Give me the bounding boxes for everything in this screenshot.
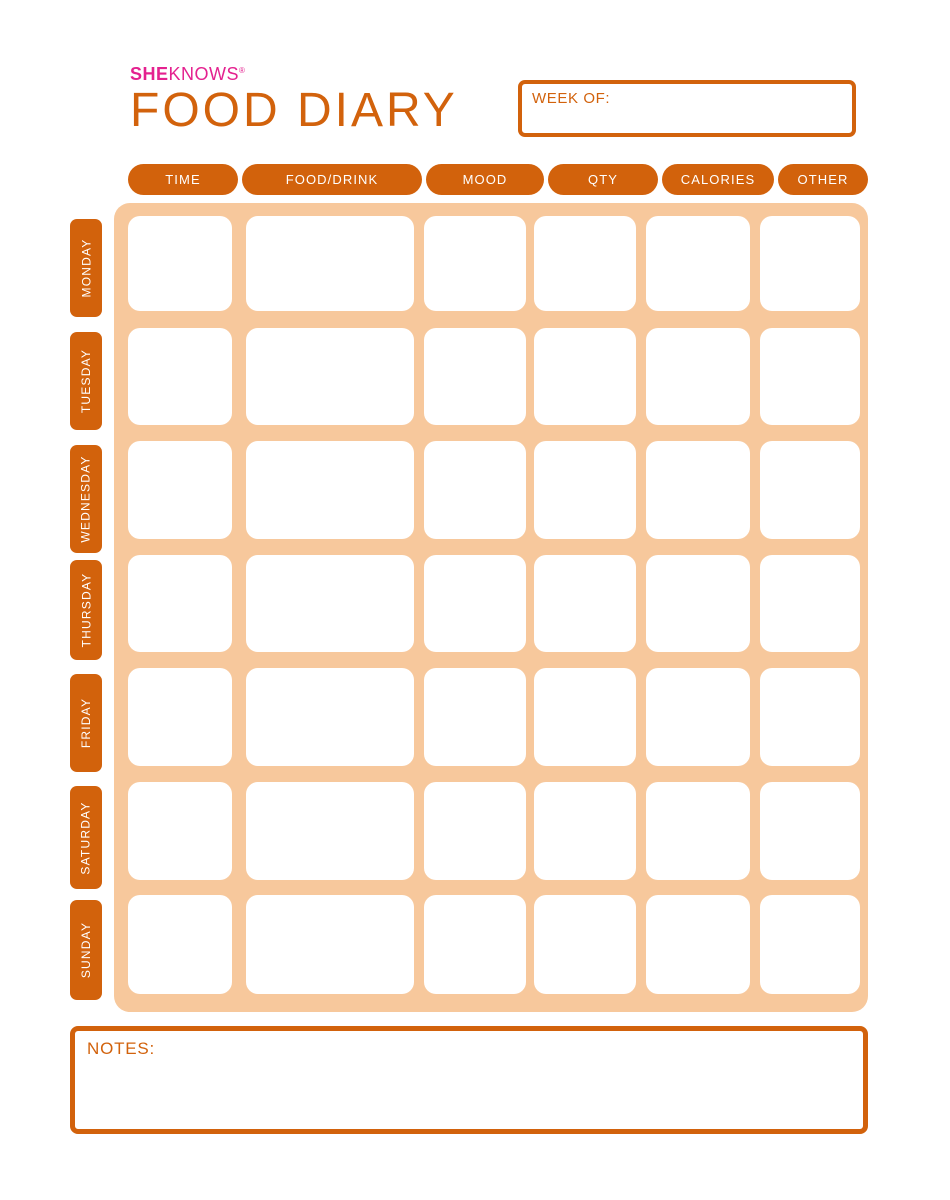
diary-cell-r7-c1[interactable] bbox=[128, 895, 232, 994]
diary-cell-r2-c1[interactable] bbox=[128, 328, 232, 425]
diary-cell-r6-c6[interactable] bbox=[760, 782, 860, 880]
page-title: FOOD DIARY bbox=[130, 84, 458, 137]
diary-cell-r5-c6[interactable] bbox=[760, 668, 860, 766]
diary-cell-r3-c5[interactable] bbox=[646, 441, 750, 539]
diary-cell-r5-c3[interactable] bbox=[424, 668, 526, 766]
diary-cell-r1-c1[interactable] bbox=[128, 216, 232, 311]
diary-cell-r4-c3[interactable] bbox=[424, 555, 526, 652]
day-label-text: SATURDAY bbox=[79, 800, 94, 875]
diary-cell-r1-c3[interactable] bbox=[424, 216, 526, 311]
day-label-friday bbox=[70, 674, 102, 772]
diary-cell-r7-c2[interactable] bbox=[246, 895, 414, 994]
column-header-time: TIME bbox=[128, 164, 238, 195]
notes-label: NOTES: bbox=[87, 1039, 156, 1058]
diary-cell-r7-c6[interactable] bbox=[760, 895, 860, 994]
brand-trademark-icon: ® bbox=[239, 66, 246, 75]
diary-cell-r1-c4[interactable] bbox=[534, 216, 636, 311]
diary-cell-r1-c6[interactable] bbox=[760, 216, 860, 311]
column-headers bbox=[128, 164, 868, 195]
day-label-monday bbox=[70, 219, 102, 317]
week-of-box bbox=[518, 80, 856, 137]
diary-cell-r5-c5[interactable] bbox=[646, 668, 750, 766]
day-label-text: MONDAY bbox=[79, 238, 94, 298]
column-header-food-drink: FOOD/DRINK bbox=[242, 164, 422, 195]
diary-cell-r6-c1[interactable] bbox=[128, 782, 232, 880]
diary-cell-r3-c6[interactable] bbox=[760, 441, 860, 539]
diary-cell-r1-c2[interactable] bbox=[246, 216, 414, 311]
diary-cell-r6-c4[interactable] bbox=[534, 782, 636, 880]
notes-box bbox=[70, 1026, 868, 1134]
diary-cell-r5-c1[interactable] bbox=[128, 668, 232, 766]
diary-cell-r7-c3[interactable] bbox=[424, 895, 526, 994]
day-label-text: TUESDAY bbox=[79, 348, 93, 414]
brand-knows: KNOWS bbox=[168, 64, 240, 84]
diary-cell-r2-c5[interactable] bbox=[646, 328, 750, 425]
diary-cell-r2-c4[interactable] bbox=[534, 328, 636, 425]
column-header-calories: CALORIES bbox=[662, 164, 774, 195]
diary-cell-r5-c2[interactable] bbox=[246, 668, 414, 766]
diary-cell-r2-c6[interactable] bbox=[760, 328, 860, 425]
diary-cell-r6-c3[interactable] bbox=[424, 782, 526, 880]
diary-cell-r7-c4[interactable] bbox=[534, 895, 636, 994]
column-header-other: OTHER bbox=[778, 164, 868, 195]
day-label-text: THURSDAY bbox=[79, 572, 93, 648]
diary-cell-r4-c6[interactable] bbox=[760, 555, 860, 652]
day-label-sunday bbox=[70, 900, 102, 1000]
week-of-label: WEEK OF: bbox=[532, 90, 611, 107]
diary-cell-r3-c4[interactable] bbox=[534, 441, 636, 539]
diary-cell-r4-c1[interactable] bbox=[128, 555, 232, 652]
day-label-text: FRIDAY bbox=[79, 697, 94, 749]
day-label-tuesday bbox=[70, 332, 102, 430]
notes-input[interactable] bbox=[85, 1065, 857, 1127]
diary-cell-r7-c5[interactable] bbox=[646, 895, 750, 994]
day-label-wednesday bbox=[70, 445, 102, 553]
diary-cell-r4-c5[interactable] bbox=[646, 555, 750, 652]
day-label-text: WEDNESDAY bbox=[79, 455, 94, 543]
diary-cell-r1-c5[interactable] bbox=[646, 216, 750, 311]
diary-cell-r6-c2[interactable] bbox=[246, 782, 414, 880]
column-header-qty: QTY bbox=[548, 164, 658, 195]
day-label-thursday bbox=[70, 560, 102, 660]
diary-cell-r2-c3[interactable] bbox=[424, 328, 526, 425]
day-label-saturday bbox=[70, 786, 102, 889]
day-label-text: SUNDAY bbox=[79, 921, 94, 979]
diary-cell-r3-c2[interactable] bbox=[246, 441, 414, 539]
diary-cell-r3-c3[interactable] bbox=[424, 441, 526, 539]
diary-cell-r4-c2[interactable] bbox=[246, 555, 414, 652]
diary-cell-r2-c2[interactable] bbox=[246, 328, 414, 425]
diary-cell-r4-c4[interactable] bbox=[534, 555, 636, 652]
brand-she: SHE bbox=[130, 64, 169, 84]
diary-cell-r6-c5[interactable] bbox=[646, 782, 750, 880]
diary-cell-r3-c1[interactable] bbox=[128, 441, 232, 539]
column-header-mood: MOOD bbox=[426, 164, 544, 195]
week-of-input[interactable] bbox=[530, 110, 848, 134]
diary-cell-r5-c4[interactable] bbox=[534, 668, 636, 766]
